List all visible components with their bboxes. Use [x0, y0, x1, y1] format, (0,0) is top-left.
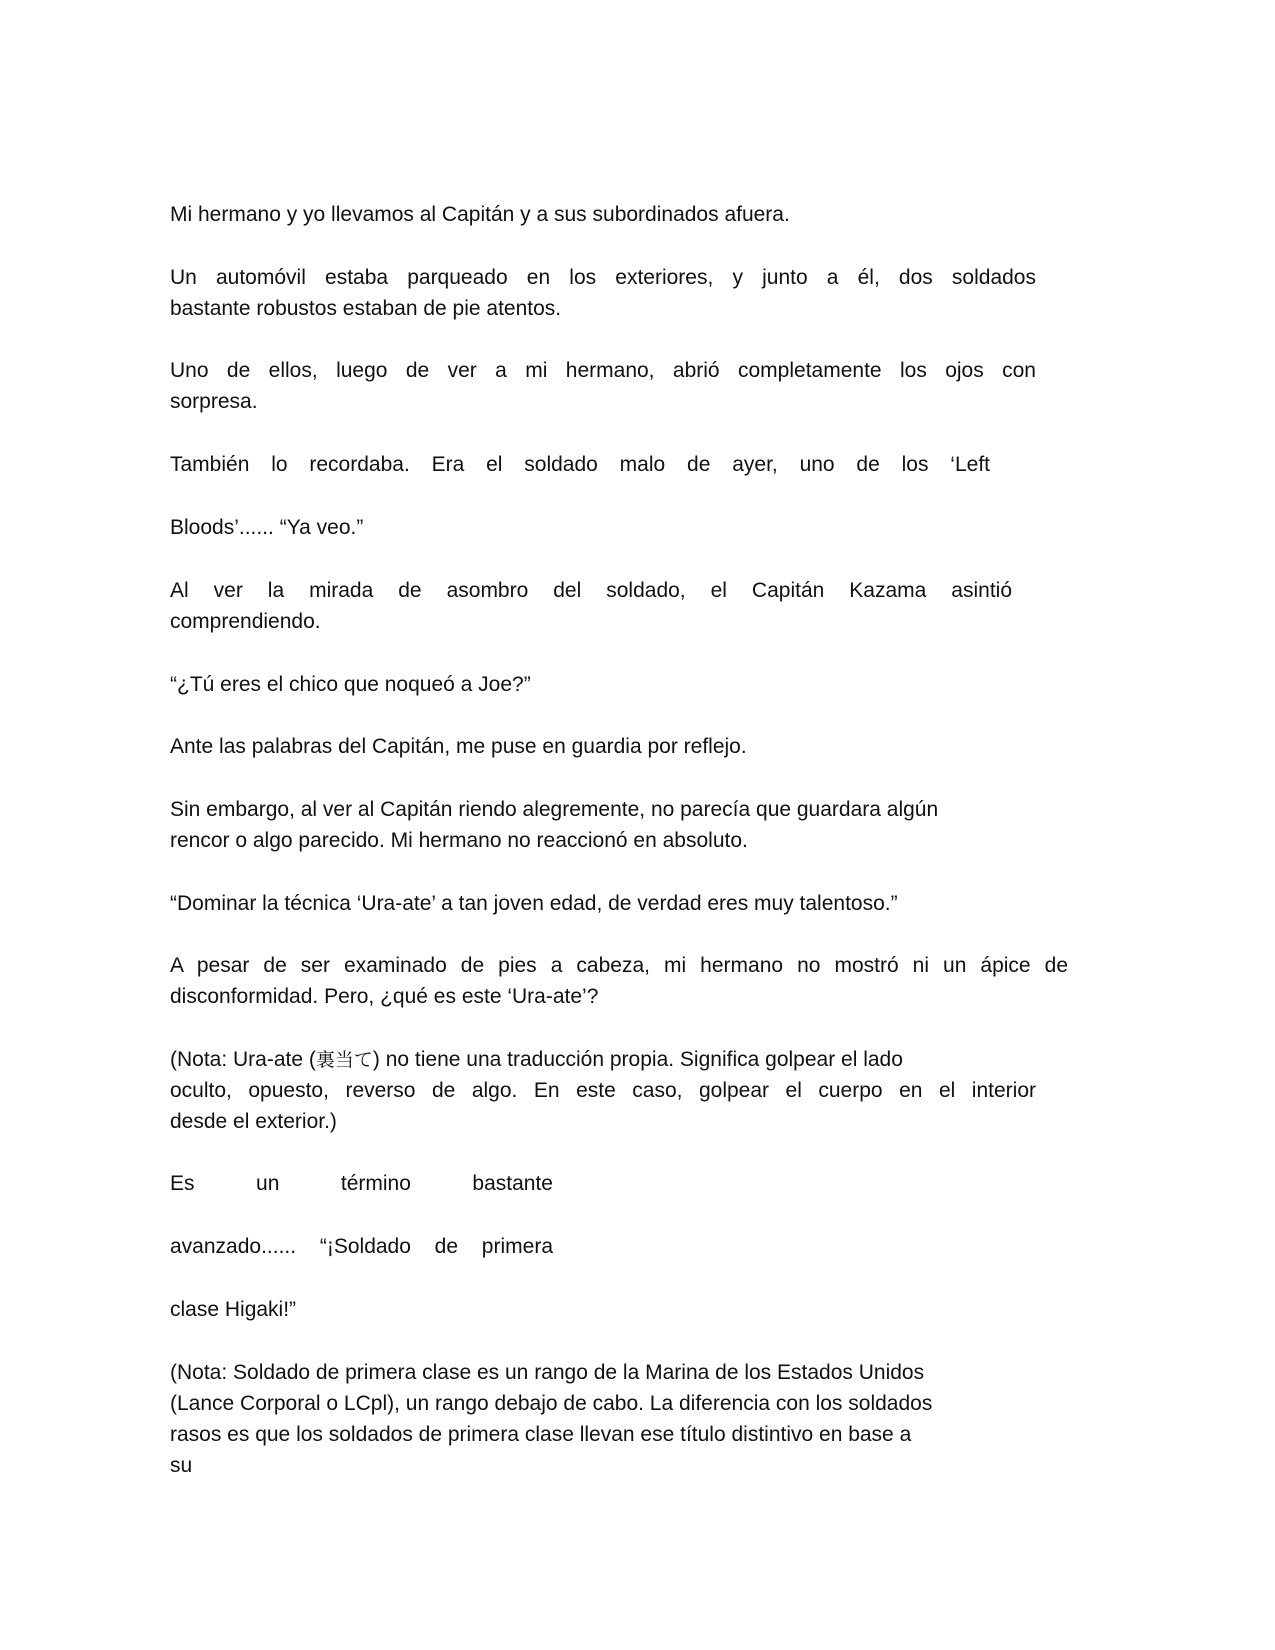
paragraph-line: sorpresa. [170, 390, 258, 413]
paragraph-line: su [170, 1454, 193, 1477]
paragraph-line: Al ver la mirada de asombro del soldado, el Capitán Kazama asintió [170, 579, 1012, 602]
paragraph-line: Mi hermano y yo llevamos al Capitán y a sus subordinados afuera. [170, 203, 790, 226]
paragraph-line: Un automóvil estaba parqueado en los exteriores, y junto a él, dos soldados [170, 266, 1036, 289]
paragraph-line: Sin embargo, al ver al Capitán riendo alegremente, no parecía que guardara algún [170, 798, 939, 821]
paragraph-line: bastante robustos estaban de pie atentos. [170, 297, 562, 320]
paragraph-line: Es un término bastante [170, 1172, 553, 1195]
paragraph-line: “Dominar la técnica ‘Ura-ate’ a tan joven edad, de verdad eres muy talentoso.” [170, 892, 898, 915]
paragraph-line: disconformidad. Pero, ¿qué es este ‘Ura-ate’? [170, 985, 599, 1008]
paragraph-line: oculto, opuesto, reverso de algo. En este caso, golpear el cuerpo en el interior [170, 1079, 1036, 1102]
paragraph-line: Bloods’...... “Ya veo.” [170, 516, 364, 539]
paragraph-line: A pesar de ser examinado de pies a cabeza, mi hermano no mostró ni un ápice de [170, 954, 1068, 977]
paragraph-line: rencor o algo parecido. Mi hermano no reaccionó en absoluto. [170, 829, 748, 852]
note-text: (Nota: Ura-ate ( [170, 1048, 316, 1071]
paragraph-line: clase Higaki!” [170, 1298, 297, 1321]
paragraph-line: rasos es que los soldados de primera clase llevan ese título distintivo en base a [170, 1423, 912, 1446]
paragraph-line: También lo recordaba. Era el soldado malo de ayer, uno de los ‘Left [170, 453, 990, 476]
paragraph-line: (Lance Corporal o LCpl), un rango debajo de cabo. La diferencia con los soldados [170, 1392, 933, 1415]
paragraph-line: (Nota: Soldado de primera clase es un rango de la Marina de los Estados Unidos [170, 1361, 925, 1384]
paragraph-line: comprendiendo. [170, 610, 321, 633]
paragraph-line: Ante las palabras del Capitán, me puse en guardia por reflejo. [170, 735, 747, 758]
paragraph-line: Uno de ellos, luego de ver a mi hermano, abrió completamente los ojos con [170, 359, 1036, 382]
note-text: ) no tiene una traducción propia. Significa golpear el lado [372, 1048, 903, 1071]
paragraph-line: desde el exterior.) [170, 1110, 337, 1133]
japanese-term: 裏当て [315, 1049, 373, 1071]
paragraph-line: “¿Tú eres el chico que noqueó a Joe?” [170, 673, 531, 696]
paragraph-line: avanzado...... “¡Soldado de primera [170, 1235, 553, 1258]
note-line [170, 1044, 1036, 1075]
